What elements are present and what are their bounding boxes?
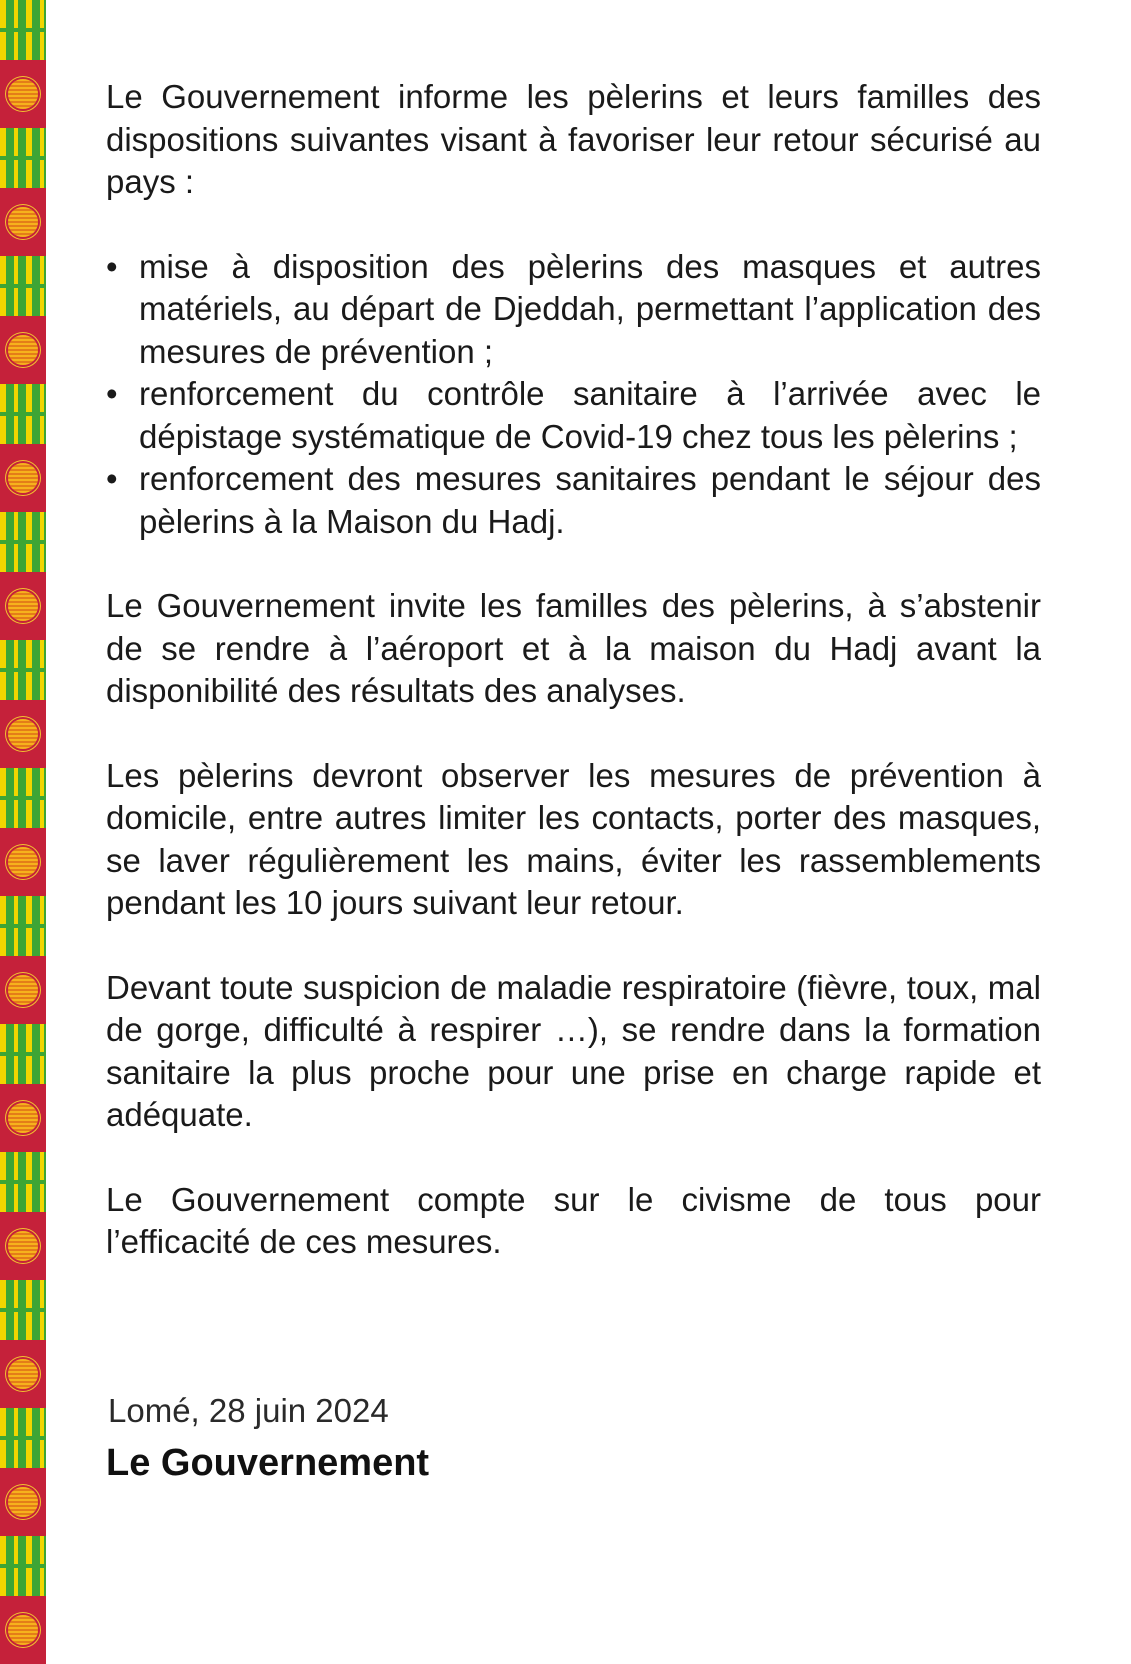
closing-paragraph: Le Gouvernement compte sur le civisme de tous pour l’efficacité de ces mesures. <box>106 1180 1041 1260</box>
border-stripe-block <box>0 256 46 316</box>
border-sun-block <box>0 316 46 384</box>
sun-motif-icon <box>8 1487 38 1517</box>
measures-list <box>106 246 1041 544</box>
sun-motif-icon <box>8 463 38 493</box>
prevention-paragraph: Les pèlerins devront observer les mesures de prévention à domicile, entre autres limiter les contacts, porter des masques, se laver régulièrement les mains, éviter les rassemblements pendant les 10 jours suivant leur retour. <box>106 756 1041 921</box>
border-sun-block <box>0 1596 46 1664</box>
signature: Le Gouvernement <box>106 1442 430 1484</box>
border-stripe-block <box>0 512 46 572</box>
list-item-text: renforcement des mesures sanitaires pendant le séjour des pèlerins à la Maison du Hadj. <box>139 460 1041 540</box>
sun-motif-icon <box>8 975 38 1005</box>
border-stripe-block <box>0 1024 46 1084</box>
sun-motif-icon <box>8 335 38 365</box>
list-item <box>106 458 1041 543</box>
sun-motif-icon <box>8 591 38 621</box>
bullet-icon: • <box>106 460 118 497</box>
intro-paragraph: Le Gouvernement informe les pèlerins et leurs familles des dispositions suivantes visant à favoriser leur retour sécurisé au pays : <box>106 78 1041 200</box>
border-stripe-block <box>0 1408 46 1468</box>
border-stripe-block <box>0 384 46 444</box>
list-item <box>106 246 1041 374</box>
border-sun-block <box>0 188 46 256</box>
sun-motif-icon <box>8 79 38 109</box>
decorative-kente-border <box>0 0 46 1600</box>
suspicion-paragraph: Devant toute suspicion de maladie respiratoire (fièvre, toux, mal de gorge, difficulté à respirer …), se rendre dans la formation sanitaire la plus proche pour une prise en charge rapide et adéquate. <box>106 968 1041 1133</box>
spacer <box>106 713 1041 755</box>
bullet-icon: • <box>106 247 118 285</box>
border-sun-block <box>0 700 46 768</box>
sun-motif-icon <box>8 207 38 237</box>
place-date: Lomé, 28 juin 2024 <box>108 1392 389 1429</box>
border-stripe-block <box>0 128 46 188</box>
sun-motif-icon <box>8 847 38 877</box>
border-stripe-block <box>0 640 46 700</box>
border-sun-block <box>0 572 46 640</box>
sun-motif-icon <box>8 1359 38 1389</box>
border-sun-block <box>0 956 46 1024</box>
sun-motif-icon <box>8 1615 38 1645</box>
list-item-text: mise à disposition des pèlerins des masques et autres matériels, au départ de Djeddah, permettant l’application des mesures de prévention ; <box>139 247 1041 370</box>
list-item <box>106 373 1041 458</box>
sun-motif-icon <box>8 719 38 749</box>
border-sun-block <box>0 828 46 896</box>
list-item-text: renforcement du contrôle sanitaire à l’arrivée avec le dépistage systématique de Covid-19 chez tous les pèlerins ; <box>139 375 1041 455</box>
spacer <box>106 543 1041 585</box>
sun-motif-icon <box>8 1231 38 1261</box>
families-paragraph: Le Gouvernement invite les familles des pèlerins, à s’abstenir de se rendre à l’aéroport et à la maison du Hadj avant la disponibilité des résultats des analyses. <box>106 587 1041 709</box>
spacer <box>106 1137 1041 1179</box>
border-stripe-block <box>0 768 46 828</box>
communique-body <box>106 76 1041 1264</box>
border-sun-block <box>0 1212 46 1280</box>
border-stripe-block <box>0 896 46 956</box>
border-sun-block <box>0 1084 46 1152</box>
border-sun-block <box>0 444 46 512</box>
border-sun-block <box>0 1340 46 1408</box>
border-stripe-block <box>0 0 46 60</box>
border-stripe-block <box>0 1152 46 1212</box>
border-sun-block <box>0 60 46 128</box>
border-stripe-block <box>0 1280 46 1340</box>
bullet-icon: • <box>106 375 118 412</box>
spacer <box>106 925 1041 967</box>
border-sun-block <box>0 1468 46 1536</box>
sun-motif-icon <box>8 1103 38 1133</box>
border-stripe-block <box>0 1536 46 1596</box>
spacer <box>106 204 1041 246</box>
